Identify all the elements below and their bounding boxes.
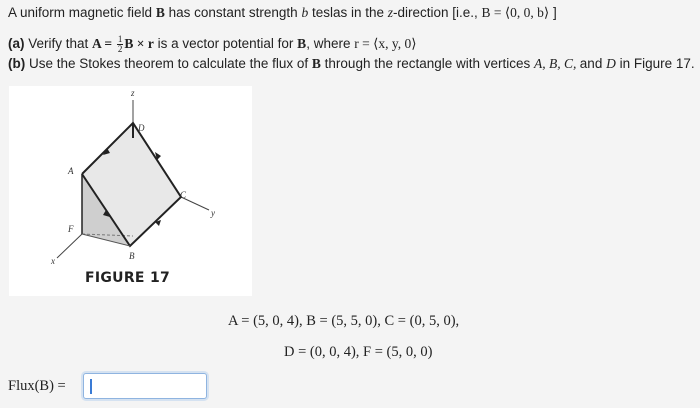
one-half-fraction [117,35,124,54]
part-a-text: Verify that [24,36,93,52]
intro-line [8,5,557,21]
part-b-label: (b) [8,56,26,71]
field-symbol: B [297,36,307,52]
part-a-text: is a vector potential for [153,36,298,52]
part-a-line [8,35,417,54]
fraction-numerator: 1 [117,34,123,44]
intro-text: teslas in the [308,5,388,20]
points-line-2: D = (0, 0, 4), F = (5, 0, 0) [284,344,433,360]
part-b-text: and [579,56,607,71]
intro-text: -direction [i.e., [393,5,482,20]
label-c: C [180,190,187,200]
flux-answer-input[interactable] [83,373,207,399]
part-b-text: through the rectangle with vertices [320,56,535,71]
part-b-text: Use the Stokes theorem to calculate the flux of [25,56,312,71]
label-z: z [131,88,135,98]
vertex-d: D [606,56,616,71]
text-caret [90,379,92,394]
label-d: D [138,123,145,133]
figure-17 [9,86,252,296]
part-a-label: (a) [8,36,25,52]
field-formula: B = ⟨0, 0, b⟩ [481,5,550,20]
label-x: x [51,256,55,266]
part-b-line [8,56,695,72]
cross-product: B × r [124,36,154,52]
points-line-1: A = (5, 0, 4), B = (5, 5, 0), C = (0, 5, 0), [228,313,460,329]
flux-label: Flux(B) = [8,378,66,394]
z-symbol: z [387,5,393,20]
label-a: A [68,166,74,176]
intro-text: has constant strength [164,5,302,20]
label-f: F [68,224,74,234]
intro-text: ] [549,5,557,20]
label-y: y [211,208,215,218]
cube-diagram [9,86,252,271]
label-b: B [129,251,135,261]
part-a-text: , where [306,36,355,52]
potential-symbol: A = [92,36,113,52]
part-b-text: in Figure 17. [615,56,695,71]
intro-text: A uniform magnetic field [8,5,156,20]
strength-symbol: b [301,5,309,20]
field-symbol: B [311,56,321,71]
x-axis [57,234,82,258]
field-symbol: B [155,5,165,20]
position-vector: r = ⟨x, y, 0⟩ [354,36,417,52]
figure-caption: FIGURE 17 [85,270,171,286]
fraction-denominator: 2 [117,44,123,54]
vertices-list: A, B, C, [534,56,580,71]
